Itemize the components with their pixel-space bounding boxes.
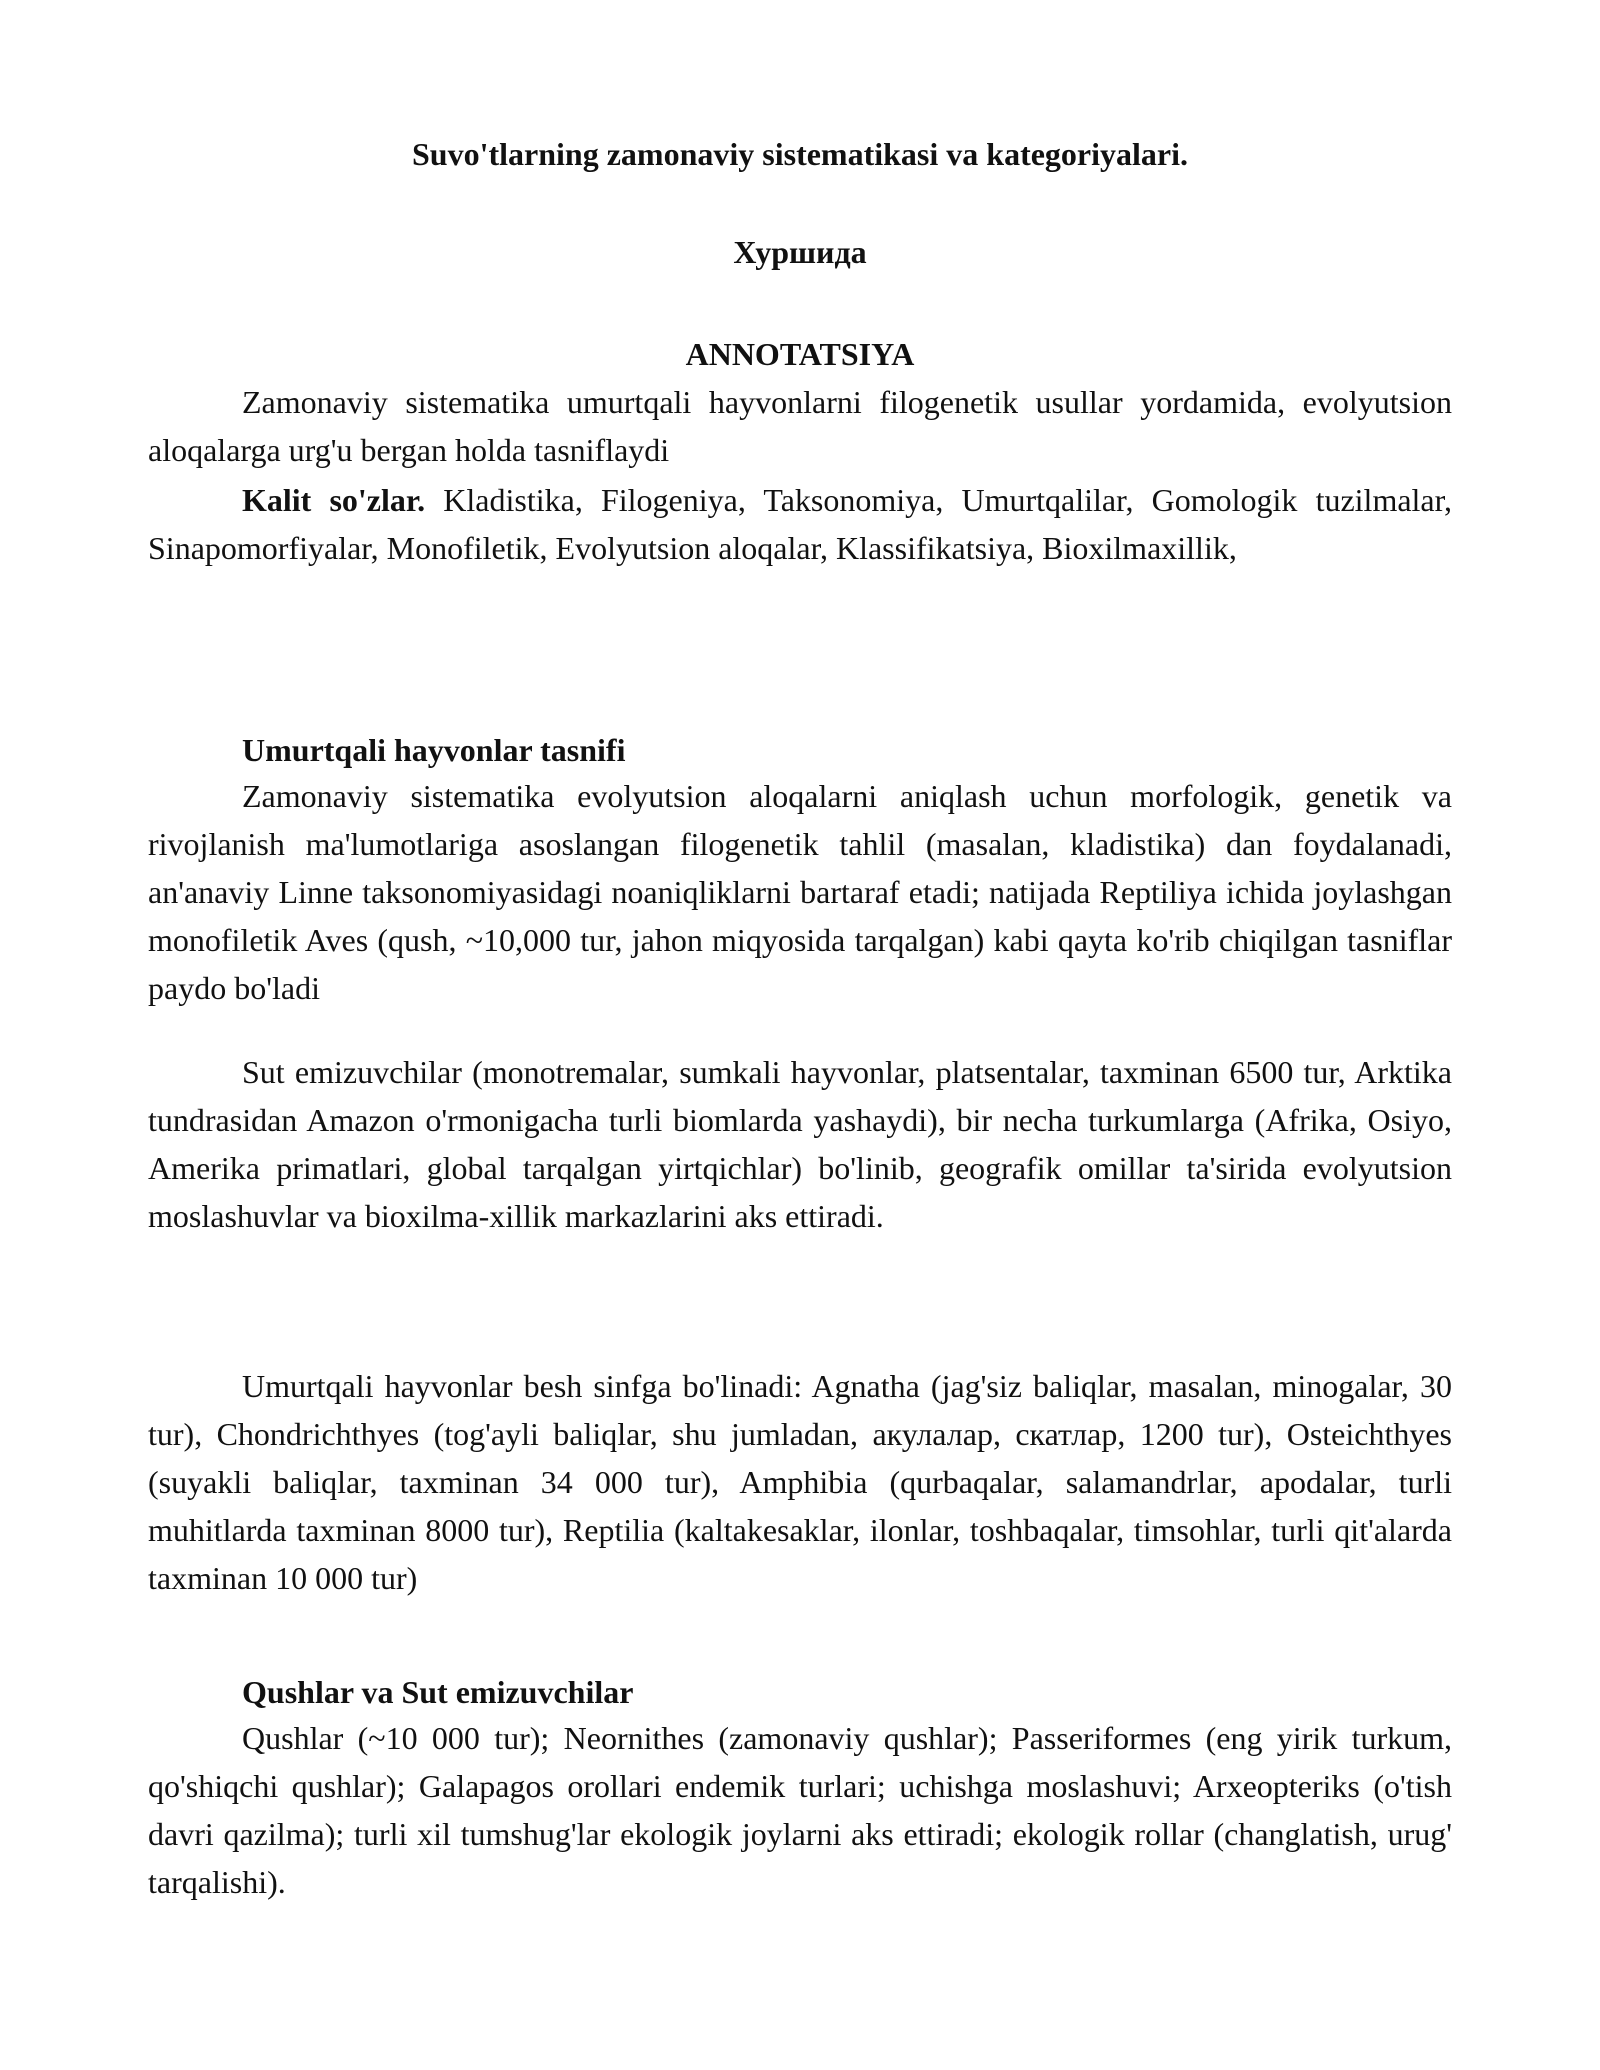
section1-paragraph-2: Sut emizuvchilar (monotremalar, sumkali hayvonlar, platsentalar, taxminan 6500 tur, Arktika tundrasidan Amazon o'rmonigacha turli biomlarda yashaydi), bir necha turkumlarga (Afrika, Osiyo, Amerika primatlari, global tarqalgan yirtqichlar) bo'linib, geografik omillar ta'sirida evolyutsion moslashuvlar va bioxilma-xillik markazlarini aks ettiradi. [148,1054,1452,1234]
annotation-heading: ANNOTATSIYA [685,336,915,372]
section-heading-birds-mammals: Qushlar va Sut emizuvchilar [242,1674,634,1710]
keywords-label: Kalit so'zlar. [242,482,426,518]
author-name: Хуршида [733,234,867,270]
annotation-paragraph: Zamonaviy sistematika umurtqali hayvonlarni filogenetik usullar yordamida, evolyutsion aloqalarga urg'u bergan holda tasniflaydi [148,384,1452,468]
keywords-list: Kladistika, Filogeniya, Taksonomiya, Umurtqalilar, Gomologik tuzilmalar, Sinapomorfiyalar, Monofiletik, Evolyutsion aloqalar, Klassifikatsiya, Bioxilmaxillik, [148,482,1453,566]
section2-paragraph-1: Qushlar (~10 000 tur); Neornithes (zamonaviy qushlar); Passeriformes (eng yirik turkum, qo'shiqchi qushlar); Galapagos orollari endemik turlari; uchishga moslashuvi; Arxeopteriks (o'tish davri qazilma); turli xil tumshug'lar ekologik joylarni aks ettiradi; ekologik rollar (changlatish, urug' tarqalishi). [148,1720,1452,1900]
document-title: Suvo'tlarning zamonaviy sistematikasi va kategoriyalari. [412,136,1188,172]
section1-paragraph-3: Umurtqali hayvonlar besh sinfga bo'linadi: Agnatha (jag'siz baliqlar, masalan, minogalar, 30 tur), Chondrichthyes (tog'ayli baliqlar, shu jumladan, акулалар, скатлар, 1200 tur), Osteichthyes (suyakli baliqlar, taxminan 34 000 tur), Amphibia (qurbaqalar, salamandrlar, apodalar, turli muhitlarda taxminan 8000 tur), Reptilia (kaltakesaklar, ilonlar, toshbaqalar, timsohlar, turli qit'alarda taxminan 10 000 tur) [148,1368,1452,1596]
keywords-paragraph [148,476,1452,572]
section1-paragraph-1: Zamonaviy sistematika evolyutsion aloqalarni aniqlash uchun morfologik, genetik va rivojlanish ma'lumotlariga asoslangan filogenetik tahlil (masalan, kladistika) dan foydalanadi, an'anaviy Linne taksonomiyasidagi noaniqliklarni bartaraf etadi; natijada Reptiliya ichida joylashgan monofiletik Aves (qush, ~10,000 tur, jahon miqyosida tarqalgan) kabi qayta ko'rib chiqilgan tasniflar paydo bo'ladi [148,778,1452,1006]
section-heading-vertebrate-classification: Umurtqali hayvonlar tasnifi [242,732,626,768]
